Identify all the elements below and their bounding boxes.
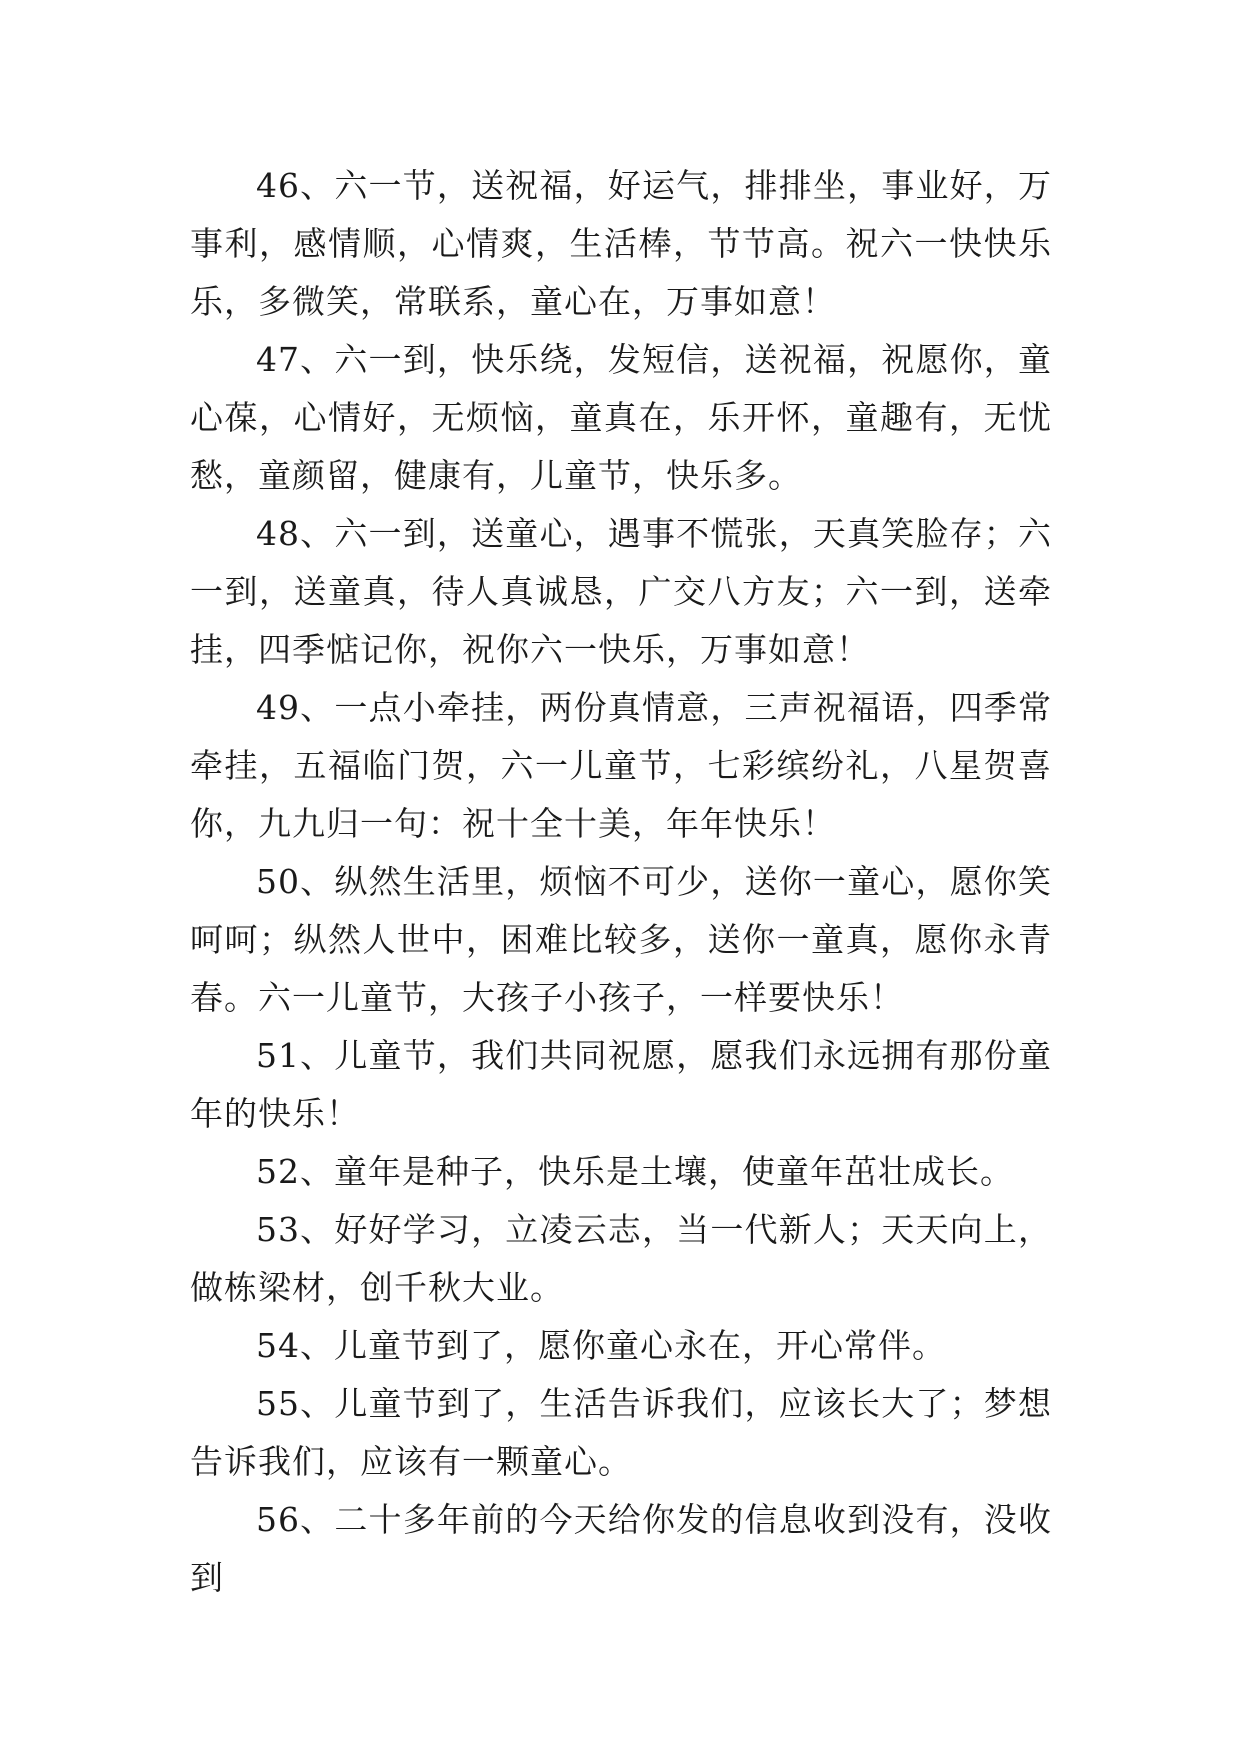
document-body <box>190 157 1052 1607</box>
paragraph-54: 54、儿童节到了，愿你童心永在，开心常伴。 <box>256 1326 946 1365</box>
paragraph-50: 50、纵然生活里，烦恼不可少，送你一童心，愿你笑呵呵；纵然人世中，困难比较多，送你一童真，愿你永青春。六一儿童节，大孩子小孩子，一样要快乐！ <box>190 862 1052 1017</box>
paragraph-55: 55、儿童节到了，生活告诉我们，应该长大了；梦想告诉我们，应该有一颗童心。 <box>190 1384 1052 1481</box>
paragraph-51: 51、儿童节，我们共同祝愿，愿我们永远拥有那份童年的快乐！ <box>190 1036 1052 1133</box>
paragraph-47: 47、六一到，快乐绕，发短信，送祝福，祝愿你，童心葆，心情好，无烦恼，童真在，乐开怀，童趣有，无忧愁，童颜留，健康有，儿童节，快乐多。 <box>190 340 1052 495</box>
paragraph-53: 53、好好学习，立凌云志，当一代新人；天天向上，做栋梁材，创千秋大业。 <box>190 1210 1052 1307</box>
paragraph-52: 52、童年是种子，快乐是土壤，使童年茁壮成长。 <box>256 1152 1014 1191</box>
paragraph-48: 48、六一到，送童心，遇事不慌张，天真笑脸存；六一到，送童真，待人真诚恳，广交八方友；六一到，送牵挂，四季惦记你，祝你六一快乐，万事如意！ <box>190 514 1052 669</box>
paragraph-49: 49、一点小牵挂，两份真情意，三声祝福语，四季常牵挂，五福临门贺，六一儿童节，七彩缤纷礼，八星贺喜你，九九归一句：祝十全十美，年年快乐！ <box>190 688 1052 843</box>
paragraph-46: 46、六一节，送祝福，好运气，排排坐，事业好，万事利，感情顺，心情爽，生活棒，节节高。祝六一快快乐乐，多微笑，常联系，童心在，万事如意！ <box>190 166 1052 321</box>
paragraph-56: 56、二十多年前的今天给你发的信息收到没有，没收到 <box>190 1500 1052 1597</box>
